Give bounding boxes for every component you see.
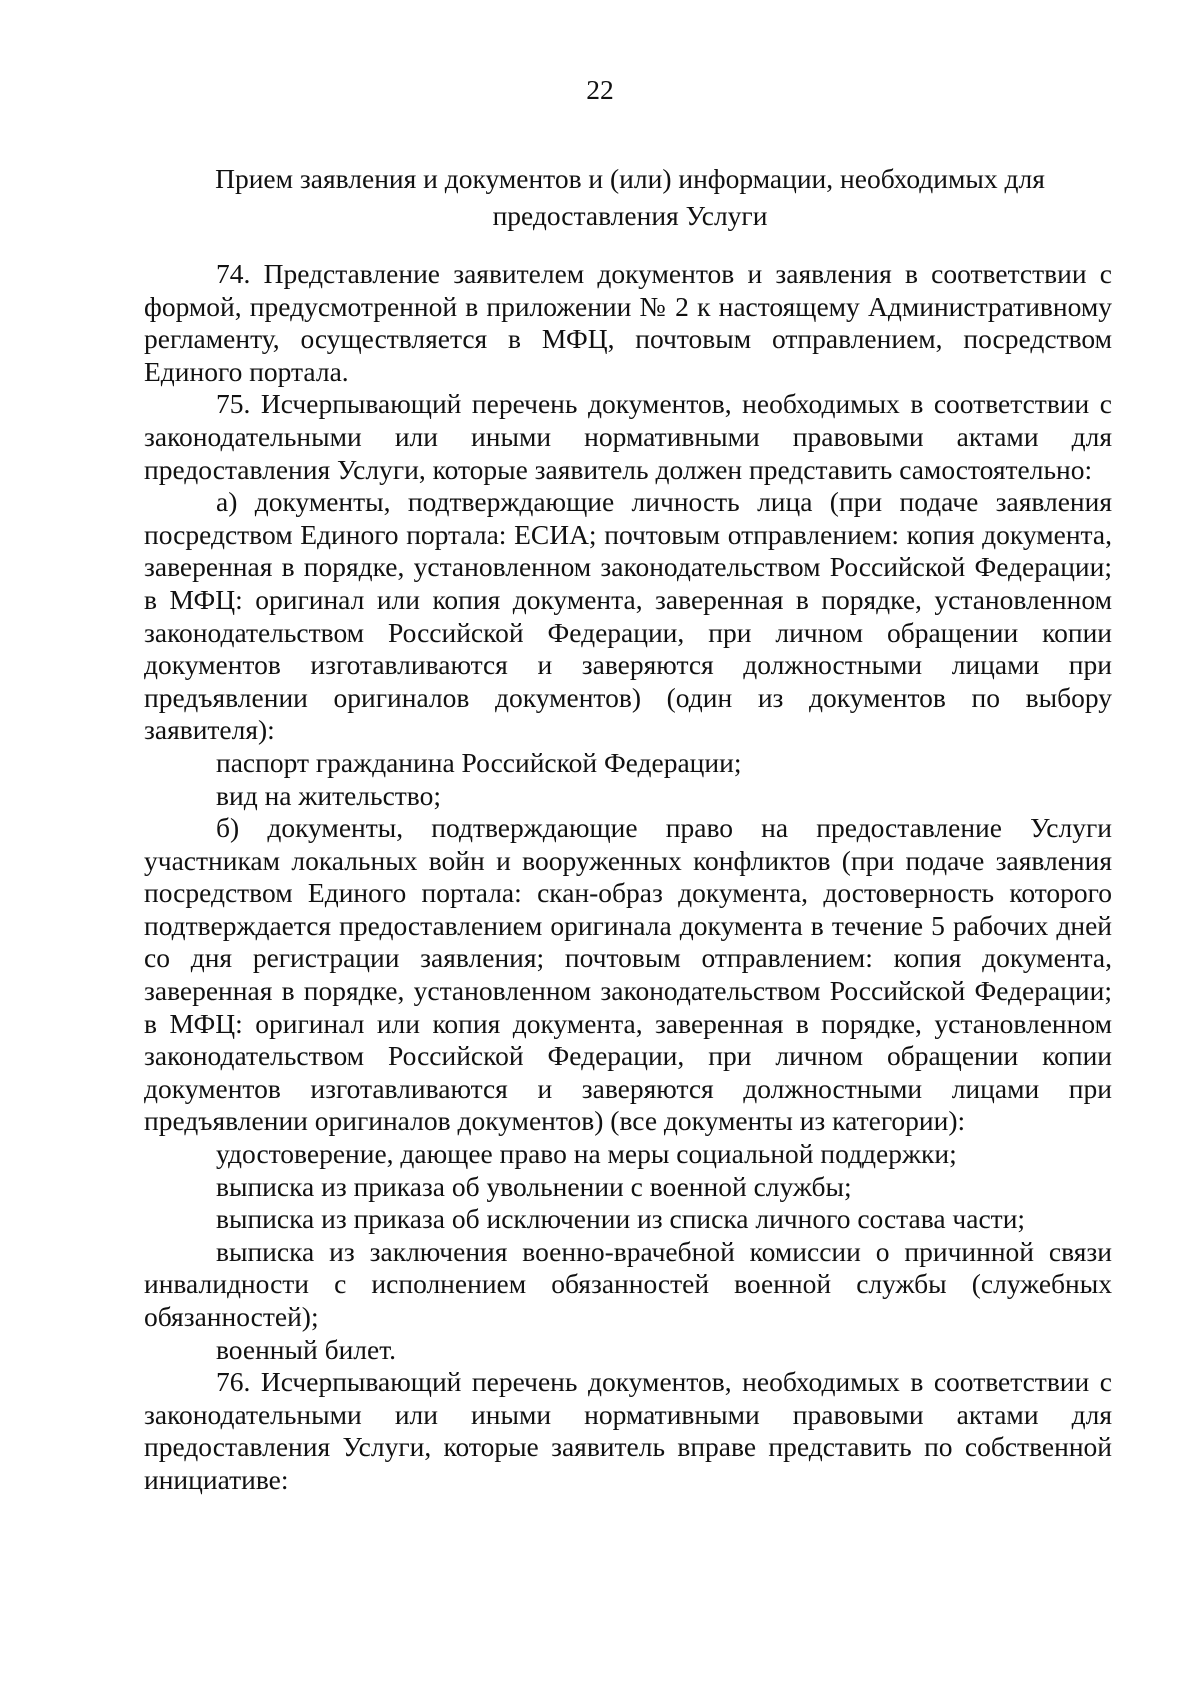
section-title: [170, 160, 1090, 234]
list-item-certificate: удостоверение, дающее право на меры социальной поддержки;: [216, 1138, 957, 1170]
document-body: [144, 258, 1112, 1497]
list-item-medical-commission: выписка из заключения военно-врачебной комиссии о причинной связи инвалидности с исполнением обязанностей военной службы (служебных обязанностей);: [144, 1235, 1112, 1332]
page-number: 22: [586, 74, 614, 105]
paragraph-74: 74. Представление заявителем документов и заявления в соответствии с формой, предусмотренной в приложении № 2 к настоящему Административному регламенту, осуществляется в МФЦ, почтовым отправлением, посредством Единого портала.: [144, 258, 1112, 387]
paragraph-76: 76. Исчерпывающий перечень документов, необходимых в соответствии с законодательными или иными нормативными правовыми актами для предоставления Услуги, которые заявитель вправе представить по собственной инициативе:: [144, 1366, 1112, 1495]
list-item-residence-permit: вид на жительство;: [216, 779, 441, 811]
list-item-dismissal-order: выписка из приказа об увольнении с военной службы;: [216, 1170, 852, 1202]
section-title-line-1: Прием заявления и документов и (или) информации, необходимых для: [215, 163, 1045, 194]
paragraph-75: 75. Исчерпывающий перечень документов, необходимых в соответствии с законодательными или иными нормативными правовыми актами для предоставления Услуги, которые заявитель должен представить самостоятельно:: [144, 388, 1112, 485]
list-item-passport: паспорт гражданина Российской Федерации;: [216, 746, 742, 778]
paragraph-75-a: а) документы, подтверждающие личность лица (при подаче заявления посредством Единого портала: ЕСИА; почтовым отправлением: копия документа, заверенная в порядке, установленном законодательством Российской Федерации; в МФЦ: оригинал или копия документа, заверенная в порядке, установленном законодательством Российской Федерации, при личном обращении копии документов изготавливаются и заверяются должностными лицами при предъявлении оригиналов документов) (один из документов по выбору заявителя):: [144, 486, 1112, 746]
section-title-line-2: предоставления Услуги: [492, 200, 768, 231]
list-item-military-id: военный билет.: [216, 1333, 397, 1365]
list-item-exclusion-order: выписка из приказа об исключении из списка личного состава части;: [216, 1203, 1026, 1235]
paragraph-75-b: б) документы, подтверждающие право на предоставление Услуги участникам локальных войн и вооруженных конфликтов (при подаче заявления посредством Единого портала: скан-образ документа, достоверность которого подтверждается предоставлением оригинала документа в течение 5 рабочих дней со дня регистрации заявления; почтовым отправлением: копия документа, заверенная в порядке, установленном законодательством Российской Федерации; в МФЦ: оригинал или копия документа, заверенная в порядке, установленном законодательством Российской Федерации, при личном обращении копии документов изготавливаются и заверяются должностными лицами при предъявлении оригиналов документов) (все документы из категории):: [144, 812, 1112, 1137]
